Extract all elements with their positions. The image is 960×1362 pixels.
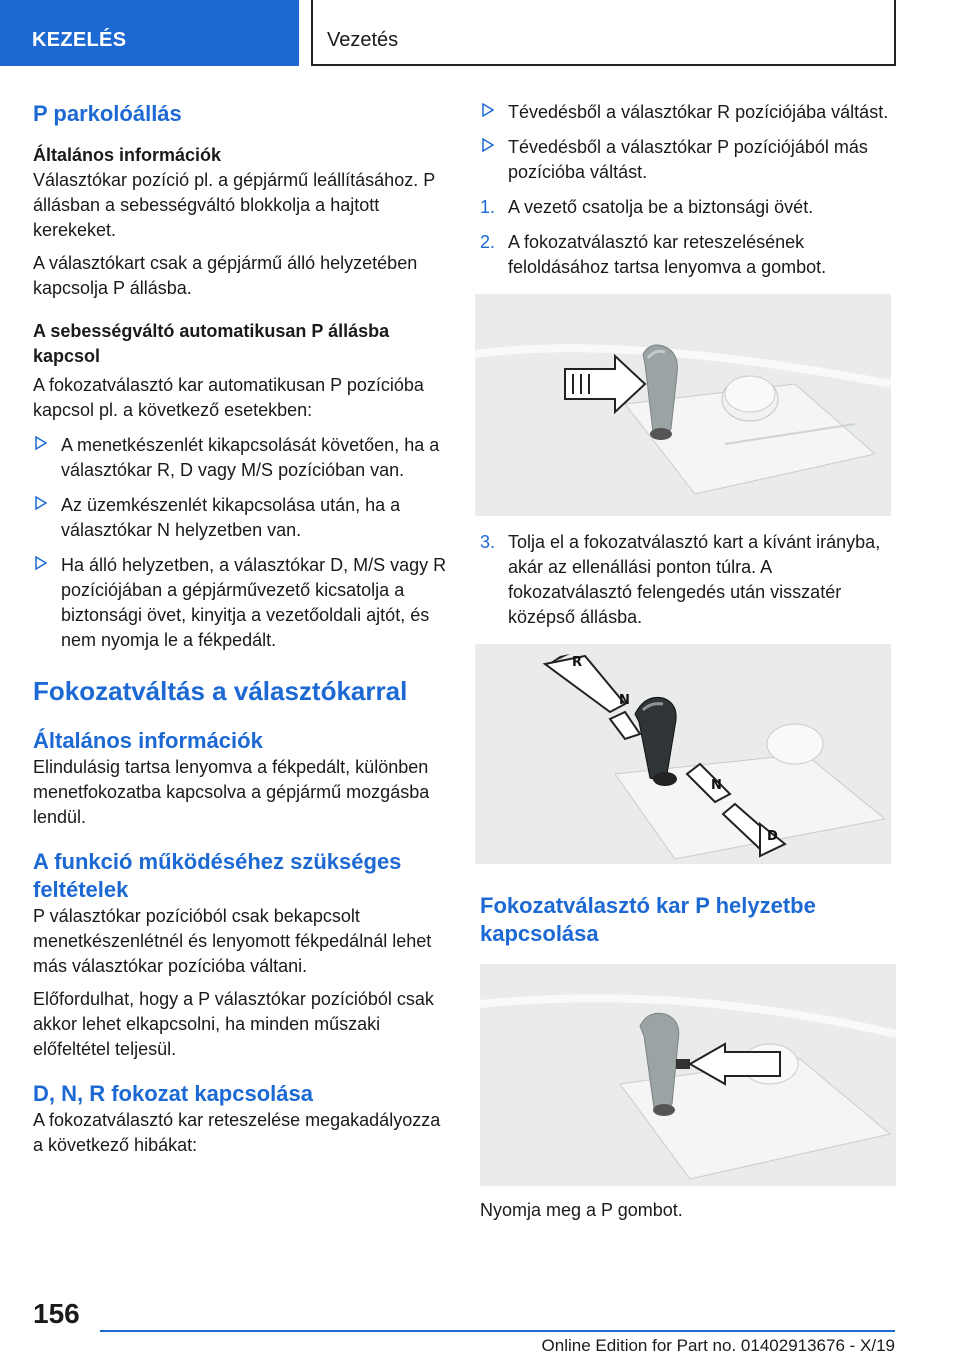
list-item: A menetkészenlét kikapcsolását követően, ha a választókar R, D vagy M/S pozícióban van. (33, 433, 448, 483)
paragraph: A fokozatválasztó kar automatikusan P pozícióba kapcsol pl. a következő esetekben: (33, 375, 424, 420)
shift-label: R (572, 655, 583, 670)
step-item: 2. A fokozatválasztó kar reteszelésének feloldásához tartsa lenyomva a gombot. (480, 232, 827, 277)
illustration-unlock-button (475, 294, 891, 516)
section-title: Vezetés (311, 0, 896, 66)
paragraph: P választókar pozícióból csak bekapcsolt menetkészenlétnél és lenyomott fékpedálnál lehet más választókar pozícióba váltani. (33, 906, 432, 976)
page-header (0, 0, 960, 66)
shift-label: N (711, 778, 722, 793)
triangle-bullet-icon (35, 556, 47, 570)
list-item: Ha álló helyzetben, a választókar D, M/S vagy R pozíciójában a gépjárművezető kicsatolja a biztonsági övet, kinyitja a vezetőoldali ajtót, és nem nyomja le a fékpedált. (33, 553, 448, 653)
caption: Nyomja meg a P gombot. (480, 1200, 683, 1220)
paragraph: Választókar pozíció pl. a gépjármű leállításához. P állásban a sebességváltó blokkolja a hajtott kerekeket. (33, 170, 435, 240)
illustration-p-button (480, 964, 896, 1186)
heading-general-info-2: Általános információk (33, 728, 263, 753)
illustration-shift-directions (475, 644, 891, 864)
heading-p-position: Fokozatválasztó kar P helyzetbe kapcsolása (480, 893, 816, 946)
footer-divider (100, 1330, 895, 1332)
list-item: Az üzemkészenlét kikapcsolása után, ha a választókar N helyzetben van. (33, 493, 448, 543)
heading-shift: Fokozatváltás a választókarral (33, 676, 408, 706)
triangle-bullet-icon (482, 103, 494, 117)
triangle-bullet-icon (35, 436, 47, 450)
paragraph: A választókart csak a gépjármű álló helyzetében kapcsolja P állásba. (33, 253, 418, 298)
heading-auto-park: A sebességváltó automatikusan P állásba kapcsol (33, 321, 390, 366)
paragraph: A fokozatválasztó kar reteszelése megakadályozza a következő hibákat: (33, 1110, 441, 1155)
page-number: 156 (33, 1298, 80, 1329)
paragraph: Elindulásig tartsa lenyomva a fékpedált, különben menetfokozatba kapcsolva a gépjármű mozgásba lendül. (33, 757, 430, 827)
shift-label: N (619, 693, 630, 708)
paragraph: Előfordulhat, hogy a P választókar pozícióból csak akkor lehet elkapcsolni, ha minden műszaki előfeltétel teljesül. (33, 989, 434, 1059)
bullet-list (33, 433, 448, 653)
right-column (480, 100, 894, 1223)
chapter-tab: KEZELÉS (0, 0, 299, 66)
triangle-bullet-icon (35, 496, 47, 510)
heading-general-info: Általános információk (33, 145, 222, 165)
triangle-bullet-icon (482, 138, 494, 152)
list-item: Tévedésből a választókar R pozíciójába váltást. (480, 100, 894, 125)
heading-parking: P parkolóállás (33, 101, 182, 126)
heading-dnr: D, N, R fokozat kapcsolása (33, 1081, 313, 1106)
heading-conditions: A funkció működéséhez szükséges feltételek (33, 849, 402, 902)
step-item: 3. Tolja el a fokozatválasztó kart a kívánt irányba, akár az ellenállási ponton túlra. A fokozatválasztó felengedés után visszatér középső állásba. (480, 532, 881, 627)
edition-note: Online Edition for Part no. 01402913676 - X/19 (541, 1336, 895, 1355)
left-column (33, 100, 448, 1158)
shift-label: D (767, 829, 778, 844)
step-item: 1. A vezető csatolja be a biztonsági övét. (480, 197, 814, 217)
list-item: Tévedésből a választókar P pozíciójából más pozícióba váltást. (480, 135, 894, 185)
